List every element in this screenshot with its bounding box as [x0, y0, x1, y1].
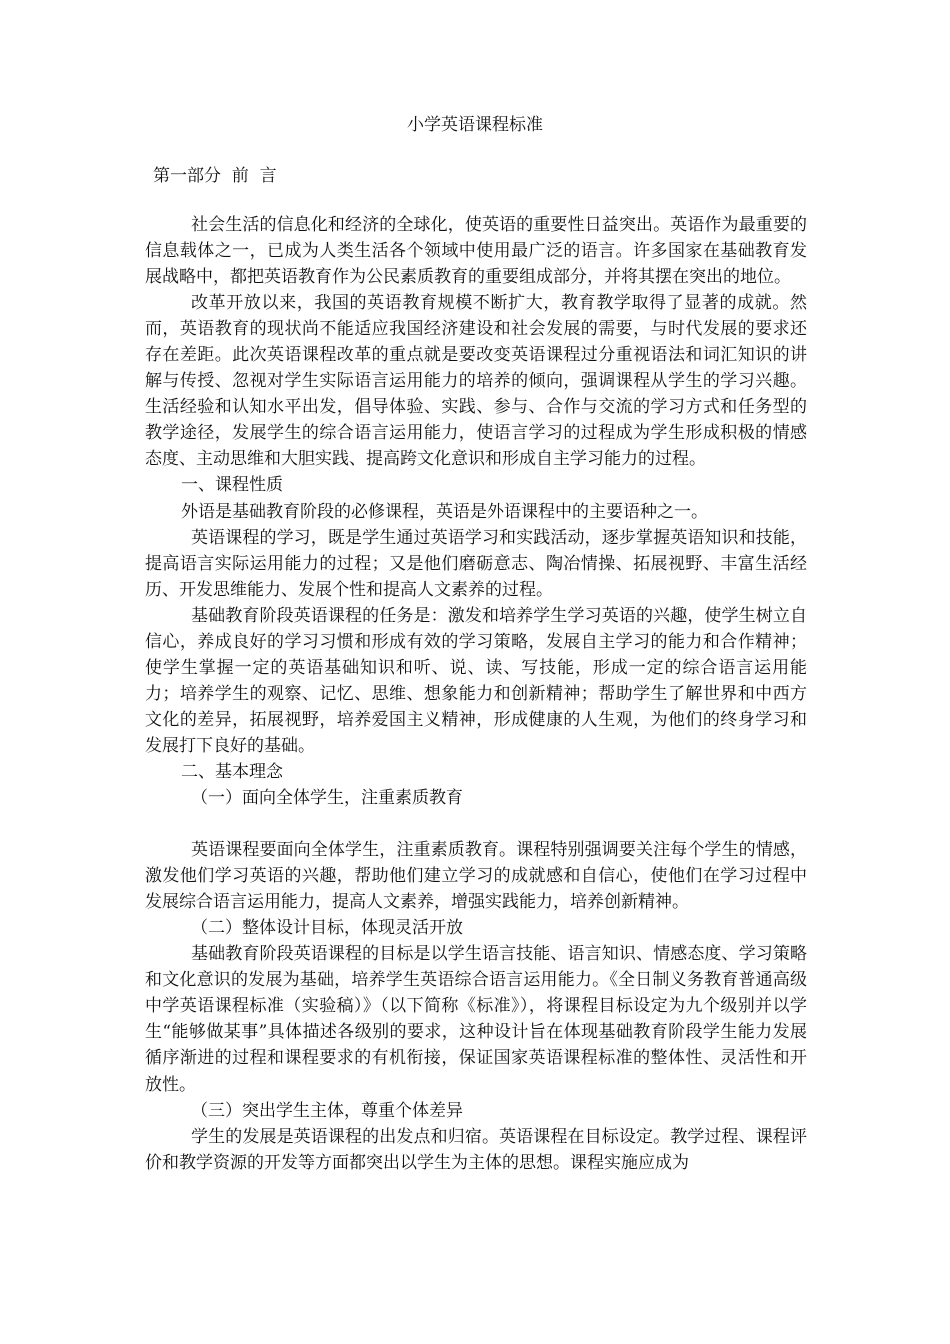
section-heading-course-nature: 一、课程性质 — [181, 475, 283, 496]
paragraph-intro: 社会生活的信息化和经济的全球化，使英语的重要性日益突出。英语作为最重要的信息载体之一，已成为人类生活各个领域中使用最广泛的语言。许多国家在基础教育发展战略中，都把英语教育作为公民素质教育的重要组成部分，并将其摆在突出的地位。 — [145, 215, 807, 288]
paragraph-compulsory: 外语是基础教育阶段的必修课程，英语是外语课程中的主要语种之一。 — [181, 501, 708, 522]
part-heading: 第一部分 前 言 — [153, 166, 277, 186]
paragraph-tasks: 基础教育阶段英语课程的任务是：激发和培养学生学习英语的兴趣，使学生树立自信心，养成良好的学习习惯和形成有效的学习策略，发展自主学习的能力和合作精神；使学生掌握一定的英语基础知识和听、说、读、写技能，形成一定的综合语言运用能力；培养学生的观察、记忆、思维、想象能力和创新精神；帮助学生了解世界和中西方文化的差异，拓展视野，培养爱国主义精神，形成健康的人生观，为他们的终身学习和发展打下良好的基础。 — [145, 605, 807, 756]
subheading-1: （一）面向全体学生，注重素质教育 — [191, 788, 463, 809]
subheading-2: （二）整体设计目标，体现灵活开放 — [191, 918, 463, 939]
paragraph-student-centered: 学生的发展是英语课程的出发点和归宿。英语课程在目标设定。教学过程、课程评价和教学资源的开发等方面都突出以学生为主体的思想。课程实施应成为 — [145, 1126, 807, 1173]
subheading-3: （三）突出学生主体，尊重个体差异 — [191, 1100, 463, 1121]
document-body — [145, 212, 807, 1176]
paragraph-learning: 英语课程的学习，既是学生通过英语学习和实践活动，逐步掌握英语知识和技能，提高语言实际运用能力的过程；又是他们磨砺意志、陶冶情操、拓展视野、丰富生活经历、开发思维能力、发展个性和提高人文素养的过程。 — [145, 527, 807, 600]
paragraph-reform: 改革开放以来，我国的英语教育规模不断扩大，教育教学取得了显著的成就。然而，英语教育的现状尚不能适应我国经济建设和社会发展的需要，与时代发展的要求还存在差距。此次英语课程改革的重点就是要改变英语课程过分重视语法和词汇知识的讲解与传授、忽视对学生实际语言运用能力的培养的倾向，强调课程从学生的学习兴趣。生活经验和认知水平出发，倡导体验、实践、参与、合作与交流的学习方式和任务型的教学途径，发展学生的综合语言运用能力，使语言学习的过程成为学生形成积极的情感态度、主动思维和大胆实践、提高跨文化意识和形成自主学习能力的过程。 — [145, 293, 807, 470]
blank-line — [145, 811, 807, 837]
section-heading-basic-ideas: 二、基本理念 — [181, 761, 283, 782]
paragraph-goals: 基础教育阶段英语课程的目标是以学生语言技能、语言知识、情感态度、学习策略和文化意识的发展为基础，培养学生英语综合语言运用能力。《全日制义务教育普通高级中学英语课程标准（实验稿）》（以下简称《标准》），将课程目标设定为九个级别并以学生“能够做某事”具体描述各级别的要求，这种设计旨在体现基础教育阶段学生能力发展循序渐进的过程和课程要求的有机衔接，保证国家英语课程标准的整体性、灵活性和开放性。 — [145, 944, 807, 1095]
paragraph-all-students: 英语课程要面向全体学生，注重素质教育。课程特别强调要关注每个学生的情感，激发他们学习英语的兴趣，帮助他们建立学习的成就感和自信心，使他们在学习过程中发展综合语言运用能力，提高人文素养，增强实践能力，培养创新精神。 — [145, 840, 807, 913]
document-title: 小学英语课程标准 — [407, 115, 543, 135]
